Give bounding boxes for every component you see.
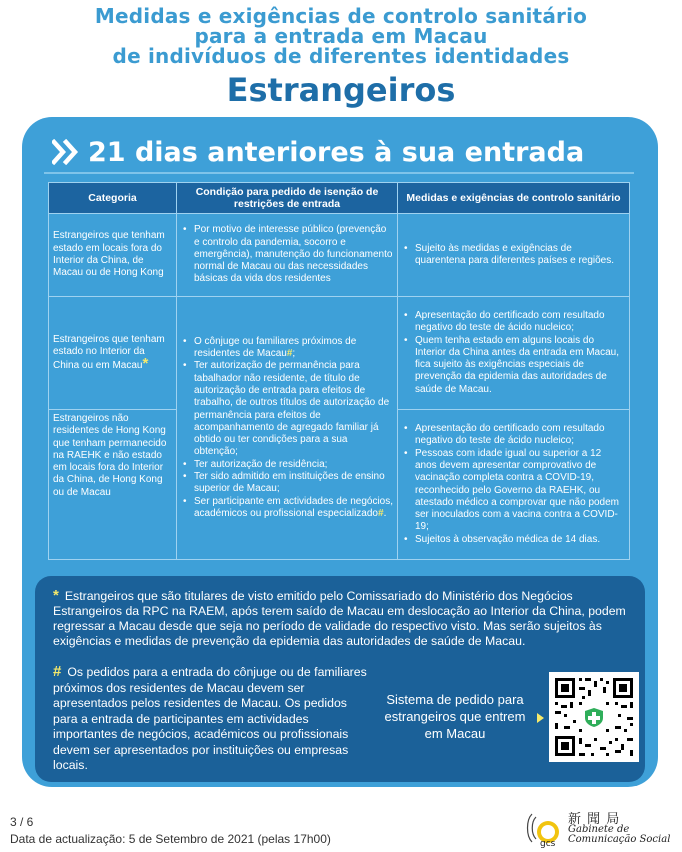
- measure-item: • Quem tenha estado em alguns locais do Interior da China antes da entrada em Macau, fica sujeito às exigências especiais de prevenção da epidemia das autoridades de saúde de Macau.: [402, 335, 625, 396]
- qr-code-graphic: [549, 672, 639, 762]
- page-subtitle: Estrangeiros: [226, 71, 456, 109]
- heading-divider: [44, 172, 634, 174]
- asterisk-note: [53, 588, 633, 649]
- condition-item: • Ter sido admitido em instituições de ensino superior de Macau;: [181, 471, 393, 496]
- measure-item: • Apresentação do certificado com resultado negativo do teste de ácido nucleico;: [402, 423, 625, 448]
- measures-cell: [398, 410, 630, 560]
- table-header-row: [49, 183, 630, 214]
- category-text: Estrangeiros que tenham estado no Interior da China ou em Macau: [53, 334, 165, 371]
- header-condition: Condição para pedido de isenção de restrições de entrada: [177, 183, 398, 214]
- table-row: [49, 297, 630, 410]
- hash-note: [53, 664, 371, 774]
- footer: [10, 814, 331, 848]
- header-category: Categoria: [49, 183, 177, 214]
- category-cell: [49, 297, 177, 410]
- category-cell: Estrangeiros que tenham estado em locais fora do Interior da China, de Macau ou de Hong Kong: [49, 214, 177, 297]
- measures-cell: [398, 214, 630, 297]
- gcs-logo: [524, 808, 674, 848]
- notes-box: [35, 576, 645, 782]
- application-system-label: Sistema de pedido para estrangeiros que entrem em Macau: [384, 692, 526, 741]
- condition-item: • Ser participante em actividades de negócios, académicos ou profissional especializado#.: [181, 496, 393, 521]
- condition-item: • Ter autorização de permanência para tabalhador não residente, de título de autorização de entrada para efeitos de trabalho, de outros títulos de autorização de permanência para efeitos de acompanhamento de agregado familiar já obtido ou ter condições para a sua obtenção;: [181, 360, 393, 458]
- condition-item: • Por motivo de interesse público (prevenção e controlo da pandemia, socorro e emergência), manutenção do funcionamento normal de Macau ou das necessidades básicas da vida dos residentes: [181, 224, 393, 285]
- title-line-1: Medidas e exigências de controlo sanitário: [94, 4, 588, 28]
- measure-item: • Pessoas com idade igual ou superior a 12 anos devem apresentar comprovativo de vacinação completa contra a COVID-19, reconhecido pelo Governo da RAEHK, ou atestado médico a comprovar que não podem ser inoculados com a vacina contra a COVID-19;: [402, 448, 625, 534]
- condition-cell-shared: [177, 297, 398, 560]
- section-heading-row: [52, 134, 584, 170]
- qr-code[interactable]: [549, 672, 639, 762]
- update-date: Data de actualização: 5 de Setembro de 2021 (pelas 17h00): [10, 832, 331, 846]
- hash-note-text: Os pedidos para a entrada do cônjuge ou de familiares próximos dos residentes de Macau devem ser apresentados pelos residentes de Macau. Os pedidos para a entrada de participantes em actividades importantes de negócios, académicos ou profissionais devem ser apresentados por instituições ou empresas locais.: [53, 665, 367, 772]
- category-cell: Estrangeiros não residentes de Hong Kong que tenham permanecido na RAEHK e não estado em locais fora do Interior da China, de Hong Kong ou de Macau: [49, 410, 177, 560]
- hash-symbol: #: [53, 663, 62, 680]
- condition-item: • Ter autorização de residência;: [181, 459, 393, 471]
- measure-item: • Sujeitos à observação médica de 14 dias.: [402, 534, 625, 546]
- gcs-emblem-icon: [524, 808, 564, 848]
- measure-item: • Apresentação do certificado com resultado negativo do teste de ácido nucleico;: [402, 310, 625, 335]
- page-number: 3 / 6: [10, 815, 34, 829]
- condition-cell: [177, 214, 398, 297]
- measure-item: • Sujeito às medidas e exigências de quarentena para diferentes países e regiões.: [402, 243, 625, 268]
- double-chevron-icon: [52, 139, 80, 165]
- header-measures: Medidas e exigências de controlo sanitário: [398, 183, 630, 214]
- section-heading: 21 dias anteriores à sua entrada: [88, 136, 585, 168]
- asterisk-mark: *: [142, 354, 149, 372]
- asterisk-symbol: *: [53, 587, 59, 604]
- logo-portuguese-name: Gabinete de Comunicação Social: [568, 824, 671, 845]
- svg-text:gcs: gcs: [540, 839, 556, 848]
- title-line-2: para a entrada em Macau: [194, 24, 488, 48]
- arrow-right-icon: [537, 713, 544, 723]
- condition-item: • O cônjuge ou familiares próximos de residentes de Macau#;: [181, 336, 393, 361]
- table-row: [49, 214, 630, 297]
- measures-cell: [398, 297, 630, 410]
- requirements-table: [48, 182, 630, 560]
- logo-chinese-name: 新 聞 局: [568, 812, 621, 827]
- title-line-3: de indivíduos de diferentes identidades: [112, 44, 570, 68]
- asterisk-note-text: Estrangeiros que são titulares de visto emitido pelo Comissariado do Ministério dos Negócios Estrangeiros da RPC na RAEM, após terem saído de Macau em deslocação ao Interior da China, podem regressar a Macau desde que seja no período de validade do respectivo visto. Mas serão sujeitos às exigências e medidas de prevenção da epidemia das autoridades de saúde de Macau.: [53, 589, 626, 648]
- title-block: [0, 6, 682, 108]
